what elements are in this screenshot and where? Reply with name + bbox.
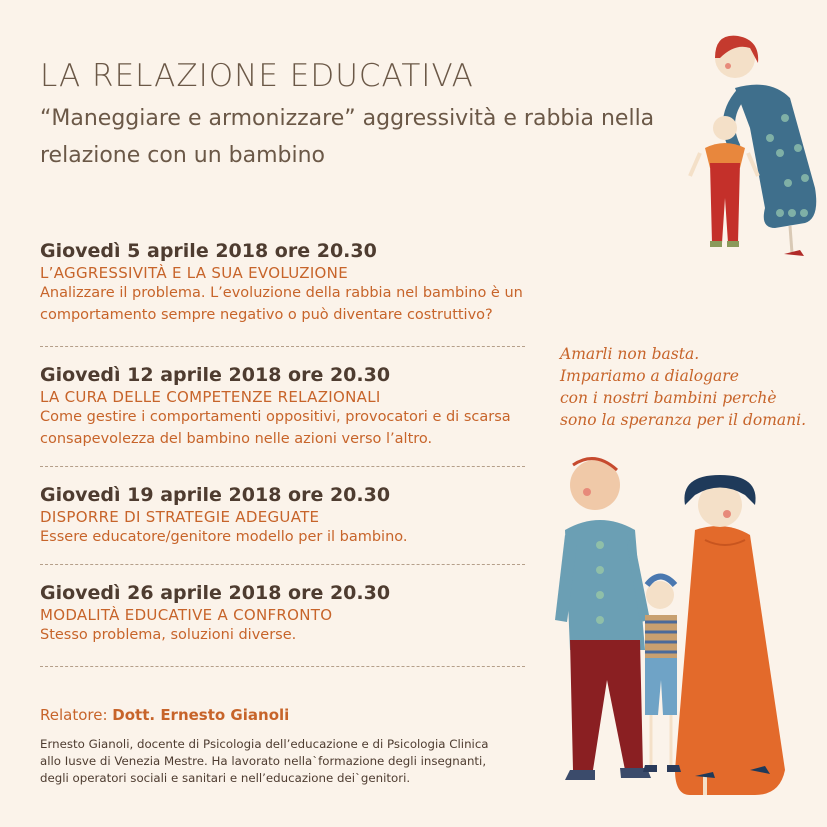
event-date: Giovedì 5 aprile 2018 ore 20.30 — [40, 240, 377, 262]
quote-line: Impariamo a dialogare — [560, 367, 739, 385]
event-description: Essere educatore/genitore modello per il bambino. — [40, 529, 408, 545]
event-description: Analizzare il problema. L’evoluzione della rabbia nel bambino è un comportamento sempre negativo o può diventare costruttivo? — [40, 285, 523, 323]
event-2 — [40, 364, 525, 450]
event-heading: MODALITÀ EDUCATIVE A CONFRONTO — [40, 606, 333, 624]
divider — [40, 666, 525, 667]
event-description: Stesso problema, soluzioni diverse. — [40, 627, 297, 643]
event-date: Giovedì 19 aprile 2018 ore 20.30 — [40, 484, 391, 506]
event-4 — [40, 582, 525, 646]
event-heading: L’AGGRESSIVITÀ E LA SUA EVOLUZIONE — [40, 264, 348, 282]
event-heading: LA CURA DELLE COMPETENZE RELAZIONALI — [40, 388, 381, 406]
quote-line: Amarli non basta. — [560, 345, 700, 363]
mother-child-illustration — [680, 28, 825, 263]
divider — [40, 466, 525, 467]
event-heading: DISPORRE DI STRATEGIE ADEGUATE — [40, 508, 320, 526]
divider — [40, 564, 525, 565]
speaker-label: Relatore: — [40, 706, 108, 724]
quote-line: con i nostri bambini perchè — [560, 389, 777, 407]
event-description: Come gestire i comportamenti oppositivi, provocatori e di scarsa consapevolezza del bambino nelle azioni verso l’altro. — [40, 409, 511, 447]
divider — [40, 346, 525, 347]
event-1 — [40, 240, 525, 326]
event-date: Giovedì 12 aprile 2018 ore 20.30 — [40, 364, 391, 386]
event-date: Giovedì 26 aprile 2018 ore 20.30 — [40, 582, 391, 604]
speaker-bio: Ernesto Gianoli, docente di Psicologia dell’educazione e di Psicologia Clinica allo Iusve di Venezia Mestre. Ha lavorato nella`formazione degli insegnanti, degli operatori sociali e sanitari e nell’educazione dei`genitori. — [40, 737, 489, 785]
quote-block — [560, 343, 815, 431]
family-illustration — [555, 450, 827, 810]
event-3 — [40, 484, 525, 548]
page-title: LA RELAZIONE EDUCATIVA — [40, 58, 474, 94]
page-subtitle: “Maneggiare e armonizzare” aggressività e rabbia nella relazione con un bambino — [40, 106, 655, 168]
speaker-name: Dott. Ernesto Gianoli — [112, 706, 290, 724]
speaker-line — [40, 706, 289, 724]
quote-line: sono la speranza per il domani. — [560, 411, 807, 429]
